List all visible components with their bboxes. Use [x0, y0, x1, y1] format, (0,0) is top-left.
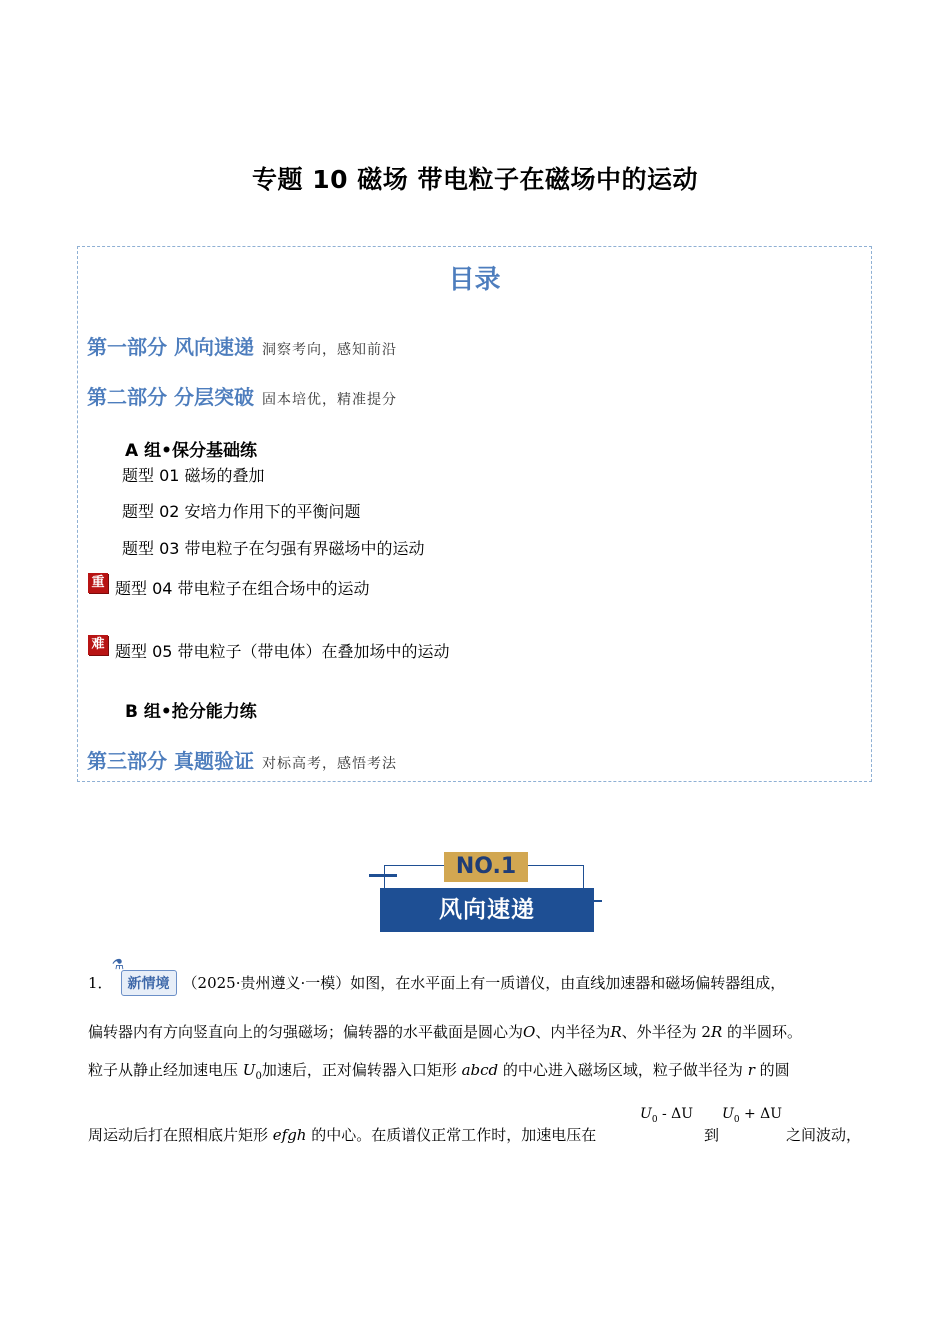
question-text: 的圆	[754, 1061, 790, 1079]
math-var: U	[640, 1106, 652, 1122]
math-var: U	[722, 1106, 734, 1122]
math-var: abcd	[461, 1061, 499, 1079]
toc-item[interactable]: 题型 03 带电粒子在匀强有界磁场中的运动	[122, 539, 425, 558]
math-var: r	[747, 1061, 755, 1079]
toc-item[interactable]: 题型 02 安培力作用下的平衡问题	[122, 502, 361, 521]
toc-item[interactable]: 题型 04 带电粒子在组合场中的运动	[115, 579, 370, 598]
table-of-contents	[77, 246, 872, 782]
question-text: 、外半径为 2	[621, 1023, 711, 1041]
toc-part-2[interactable]	[87, 381, 397, 410]
math-subscript: 0	[733, 1114, 740, 1125]
question-text: 的中心。在质谱仪正常工作时，加速电压在	[306, 1126, 597, 1144]
question-text: 的半圆环。	[722, 1023, 803, 1041]
section-banner	[368, 850, 608, 935]
banner-tick-left	[369, 874, 397, 877]
question-text: 周运动后打在照相底片矩形	[88, 1126, 273, 1144]
flask-icon: ⚗	[111, 957, 125, 973]
math-var: efgh	[272, 1126, 307, 1144]
section-number: NO.1	[444, 852, 528, 882]
new-context-badge-label: 新情境	[127, 976, 170, 992]
question-line-1	[88, 957, 786, 996]
math-subscript: 0	[651, 1114, 658, 1125]
difficult-topic-badge: 难	[88, 635, 108, 655]
toc-part-2-label: 第二部分 分层突破	[87, 385, 254, 409]
question-line-4	[88, 1124, 868, 1145]
new-context-badge	[111, 957, 177, 996]
toc-part-1-sub: 洞察考向，感知前沿	[261, 342, 397, 358]
question-text: 加速后，正对偏转器入口矩形	[261, 1061, 462, 1079]
math-var: R	[610, 1023, 622, 1041]
question-text: 偏转器内有方向竖直向上的匀强磁场；偏转器的水平截面是圆心为	[88, 1023, 524, 1041]
math-var: U	[242, 1061, 256, 1079]
math-subscript: 0	[255, 1071, 262, 1082]
toc-part-3-sub: 对标高考，感悟考法	[261, 756, 397, 772]
formula-lower-voltage	[640, 1106, 693, 1125]
question-text: 、内半径为	[535, 1023, 611, 1041]
page-title: 专题 10 磁场 带电粒子在磁场中的运动	[252, 165, 698, 194]
question-text: 的中心进入磁场区域，粒子做半径为	[498, 1061, 748, 1079]
section-title: 风向速递	[380, 888, 594, 932]
toc-part-1-label: 第一部分 风向速递	[87, 335, 254, 359]
toc-part-3-label: 第三部分 真题验证	[87, 749, 254, 773]
toc-heading: 目录	[448, 265, 501, 295]
question-text: 到	[704, 1126, 720, 1144]
toc-part-3[interactable]	[87, 745, 397, 774]
question-number: 1．	[88, 974, 113, 992]
question-text: 之间波动，	[786, 1126, 862, 1144]
math-op: - ΔU	[657, 1106, 694, 1122]
toc-part-1[interactable]	[87, 331, 397, 360]
math-op: + ΔU	[739, 1106, 783, 1122]
key-topic-badge: 重	[88, 573, 108, 593]
question-text: （2025·贵州遵义·一模）如图，在水平面上有一质谱仪，由直线加速器和磁场偏转器组成，	[182, 974, 786, 992]
question-line-3	[88, 1059, 790, 1082]
math-var: R	[710, 1023, 723, 1041]
formula-upper-voltage	[722, 1106, 782, 1125]
math-var: O	[523, 1023, 536, 1041]
toc-group-b[interactable]: B 组•抢分能力练	[125, 702, 257, 722]
toc-item[interactable]: 题型 05 带电粒子（带电体）在叠加场中的运动	[115, 642, 450, 661]
toc-group-a[interactable]: A 组•保分基础练	[125, 441, 257, 461]
toc-part-2-sub: 固本培优，精准提分	[261, 392, 397, 408]
toc-item[interactable]: 题型 01 磁场的叠加	[122, 466, 265, 485]
question-line-2	[88, 1021, 802, 1042]
question-text: 粒子从静止经加速电压	[88, 1061, 243, 1079]
